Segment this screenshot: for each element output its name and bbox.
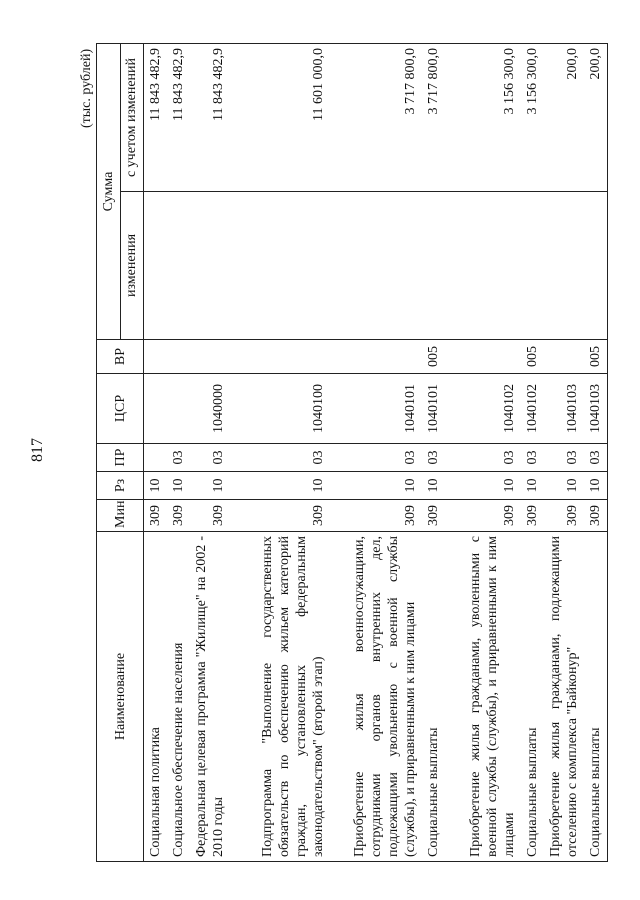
row-rz: 10 [330, 472, 422, 500]
row-total: 3 717 800,0 [422, 44, 445, 192]
header-vr: ВР [97, 340, 144, 374]
row-rz: 10 [544, 472, 584, 500]
row-name: Социальное обеспечение населения [167, 532, 190, 862]
header-pr: ПР [97, 444, 144, 472]
table-row [422, 44, 445, 862]
row-csr: 1040102 [521, 374, 544, 444]
row-total: 3 156 300,0 [521, 44, 544, 192]
row-changes [422, 192, 445, 340]
row-pr [144, 444, 168, 472]
row-rz: 10 [190, 472, 230, 500]
row-vr [167, 340, 190, 374]
header-with-changes: с учетом изменений [120, 44, 144, 192]
row-name: Федеральная целевая программа "Жилище" на 2002 - 2010 годы [190, 532, 230, 862]
table-row [445, 44, 521, 862]
table-row [521, 44, 544, 862]
row-csr: 1040102 [445, 374, 521, 444]
row-changes [167, 192, 190, 340]
row-rz: 10 [584, 472, 608, 500]
units-note: (тыс. рублей) [79, 48, 94, 128]
row-csr: 1040000 [190, 374, 230, 444]
table-row [330, 44, 422, 862]
row-changes [144, 192, 168, 340]
row-rz: 10 [422, 472, 445, 500]
row-total: 11 601 000,0 [230, 44, 330, 192]
row-min: 309 [584, 500, 608, 532]
header-changes: изменения [120, 192, 144, 340]
table-row [584, 44, 608, 862]
row-min: 309 [521, 500, 544, 532]
row-csr: 1040103 [544, 374, 584, 444]
row-min: 309 [144, 500, 168, 532]
row-vr: 005 [584, 340, 608, 374]
row-pr: 03 [167, 444, 190, 472]
row-name: Приобретение жилья гражданами, подлежащими отселению с комплекса "Байконур" [544, 532, 584, 862]
row-pr: 03 [521, 444, 544, 472]
row-pr: 03 [190, 444, 230, 472]
row-name: Приобретение жилья гражданами, уволенными с военной службы (службы), и приравненными к ним лицами [445, 532, 521, 862]
header-min: Мин [97, 500, 144, 532]
row-vr [230, 340, 330, 374]
row-rz: 10 [144, 472, 168, 500]
row-name: Социальные выплаты [422, 532, 445, 862]
page-number: 817 [29, 438, 46, 462]
header-csr: ЦСР [97, 374, 144, 444]
table-row [544, 44, 584, 862]
row-name: Социальная политика [144, 532, 168, 862]
row-vr [190, 340, 230, 374]
row-total: 3 156 300,0 [445, 44, 521, 192]
row-csr [144, 374, 168, 444]
row-rz: 10 [521, 472, 544, 500]
row-min: 309 [167, 500, 190, 532]
row-rz: 10 [167, 472, 190, 500]
row-pr: 03 [544, 444, 584, 472]
row-changes [544, 192, 584, 340]
row-min: 309 [330, 500, 422, 532]
row-min: 309 [445, 500, 521, 532]
row-csr: 1040101 [422, 374, 445, 444]
row-vr [330, 340, 422, 374]
row-vr [445, 340, 521, 374]
row-pr: 03 [584, 444, 608, 472]
row-csr [167, 374, 190, 444]
table-row [190, 44, 230, 862]
row-total: 11 843 482,9 [190, 44, 230, 192]
row-changes [190, 192, 230, 340]
row-pr: 03 [230, 444, 330, 472]
row-pr: 03 [422, 444, 445, 472]
row-pr: 03 [330, 444, 422, 472]
row-vr [144, 340, 168, 374]
budget-sheet [96, 44, 603, 862]
row-total: 11 843 482,9 [167, 44, 190, 192]
row-name: Подпрограмма "Выполнение государственных обязательств по обеспечению жильем категорий граждан, установленных федеральным законодательством" (второй этап) [230, 532, 330, 862]
row-csr: 1040103 [584, 374, 608, 444]
row-min: 309 [190, 500, 230, 532]
row-min: 309 [230, 500, 330, 532]
row-min: 309 [544, 500, 584, 532]
table-row [230, 44, 330, 862]
row-pr: 03 [445, 444, 521, 472]
row-vr: 005 [521, 340, 544, 374]
row-name: Социальные выплаты [584, 532, 608, 862]
row-name: Приобретение жилья военнослужащими, сотрудниками органов внутренних дел, подлежащими увольнению с военной службы (службы), и приравненными к ним лицами [330, 532, 422, 862]
row-changes [330, 192, 422, 340]
row-vr [544, 340, 584, 374]
row-rz: 10 [445, 472, 521, 500]
row-changes [584, 192, 608, 340]
header-rz: Рз [97, 472, 144, 500]
row-csr: 1040100 [230, 374, 330, 444]
row-changes [230, 192, 330, 340]
row-total: 3 717 800,0 [330, 44, 422, 192]
header-sum: Сумма [97, 44, 121, 340]
table-row [144, 44, 168, 862]
row-rz: 10 [230, 472, 330, 500]
row-min: 309 [422, 500, 445, 532]
row-changes [521, 192, 544, 340]
row-vr: 005 [422, 340, 445, 374]
budget-table [96, 43, 608, 862]
row-total: 200,0 [584, 44, 608, 192]
row-csr: 1040101 [330, 374, 422, 444]
row-total: 200,0 [544, 44, 584, 192]
table-row [167, 44, 190, 862]
row-changes [445, 192, 521, 340]
row-name: Социальные выплаты [521, 532, 544, 862]
row-total: 11 843 482,9 [144, 44, 168, 192]
header-name: Наименование [97, 532, 144, 862]
